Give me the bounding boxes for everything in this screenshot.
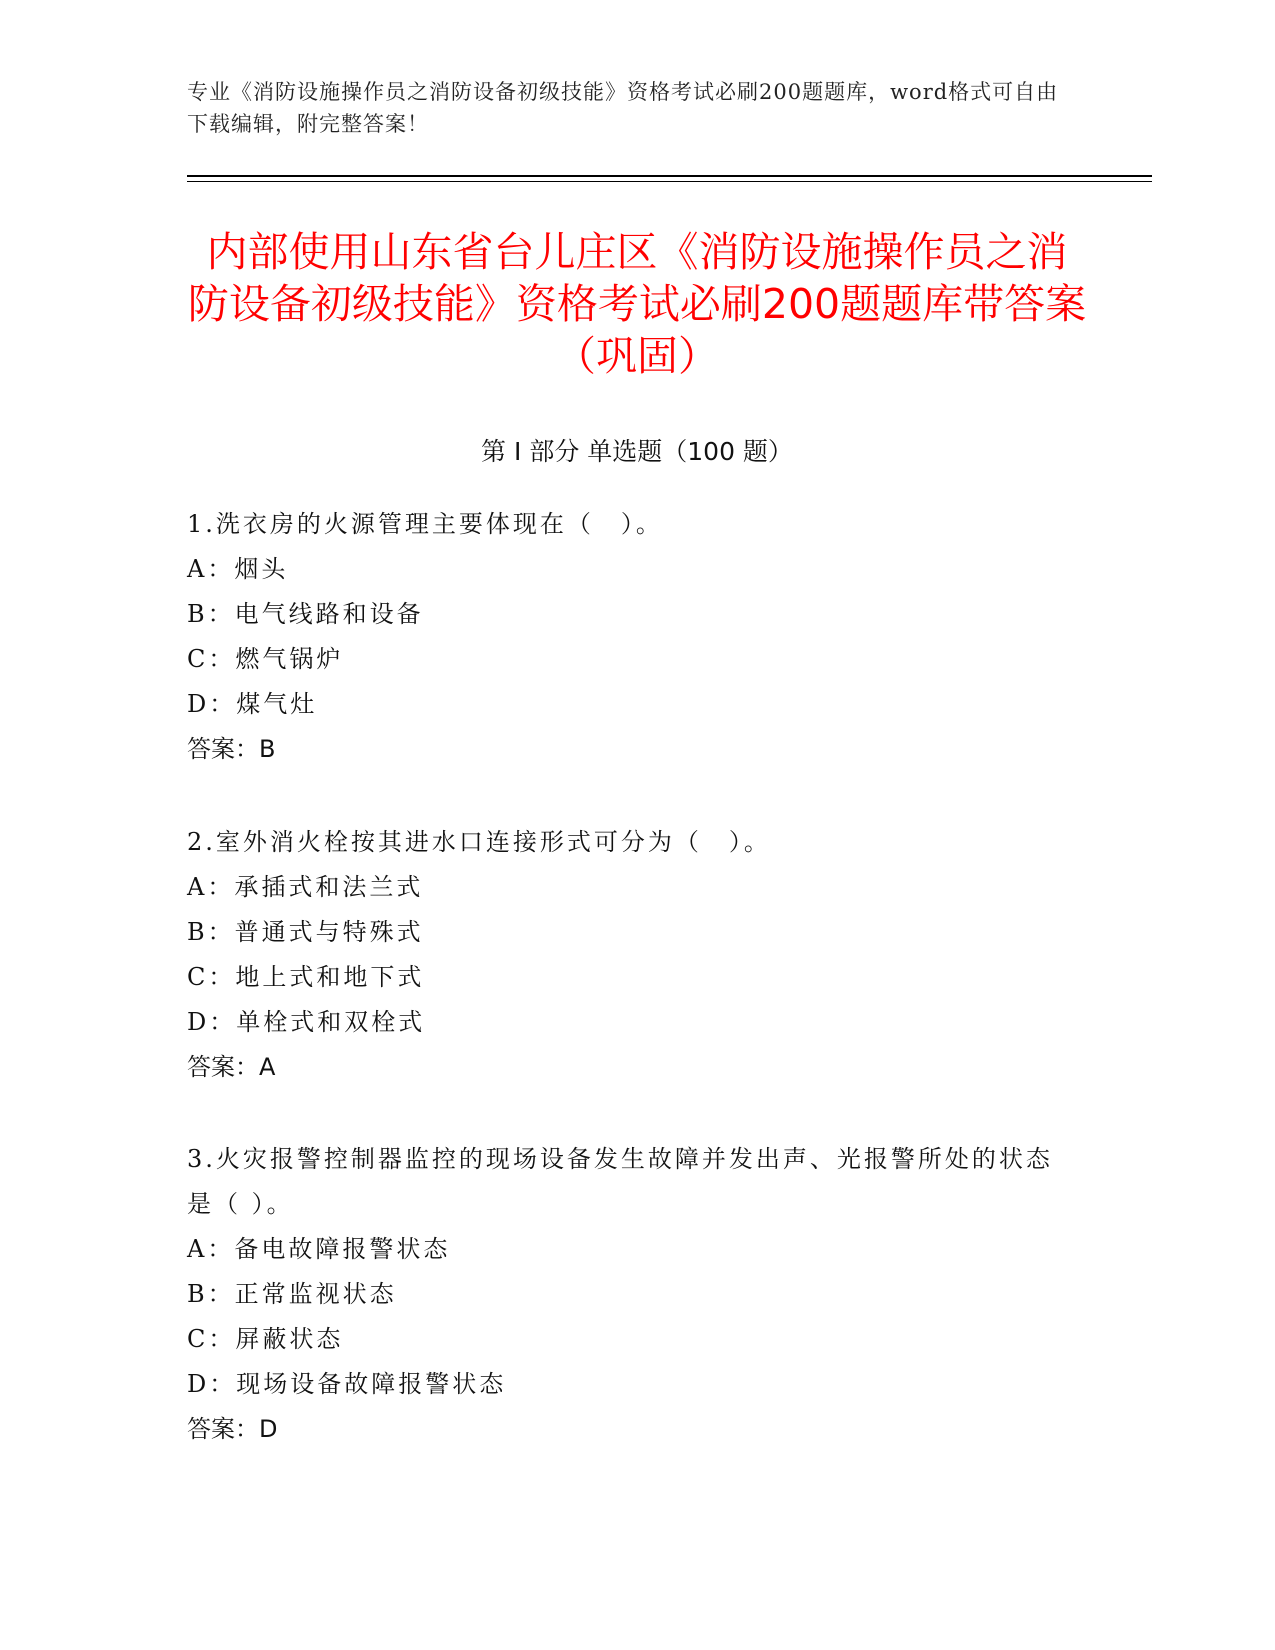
document-title: 内部使用山东省台儿庄区《消防设施操作员之消防设备初级技能》资格考试必刷200题题库带答案（巩固） (187, 228, 1087, 380)
option-b: B：电气线路和设备 (187, 600, 424, 628)
option-d: D：煤气灶 (187, 690, 318, 718)
option-b: B：正常监视状态 (187, 1280, 397, 1308)
option-c: C：地上式和地下式 (187, 963, 425, 991)
option-a: A：备电故障报警状态 (187, 1235, 451, 1263)
answer: 答案：B (187, 735, 276, 763)
option-a: A：承插式和法兰式 (187, 873, 424, 901)
answer: 答案：D (187, 1415, 278, 1443)
answer: 答案：A (187, 1053, 276, 1081)
header-note: 专业《消防设施操作员之消防设备初级技能》资格考试必刷200题题库，word格式可自由下载编辑，附完整答案！ (187, 80, 1059, 136)
question-2 (187, 820, 1067, 1090)
question-stem: 3.火灾报警控制器监控的现场设备发生故障并发出声、光报警所处的状态是（ ）。 (187, 1145, 1053, 1218)
option-a: A：烟头 (187, 555, 289, 583)
question-3 (187, 1137, 1067, 1452)
question-1 (187, 502, 1067, 772)
header-divider-thick (187, 175, 1152, 177)
option-d: D：现场设备故障报警状态 (187, 1370, 507, 1398)
option-c: C：屏蔽状态 (187, 1325, 344, 1353)
question-stem: 1.洗衣房的火源管理主要体现在（ ）。 (187, 510, 663, 538)
section-title: 第 I 部分 单选题（100 题） (481, 437, 793, 466)
option-b: B：普通式与特殊式 (187, 918, 424, 946)
question-stem: 2.室外消火栓按其进水口连接形式可分为（ ）。 (187, 828, 771, 856)
header-divider-thin (187, 181, 1152, 182)
option-c: C：燃气锅炉 (187, 645, 344, 673)
option-d: D：单栓式和双栓式 (187, 1008, 426, 1036)
